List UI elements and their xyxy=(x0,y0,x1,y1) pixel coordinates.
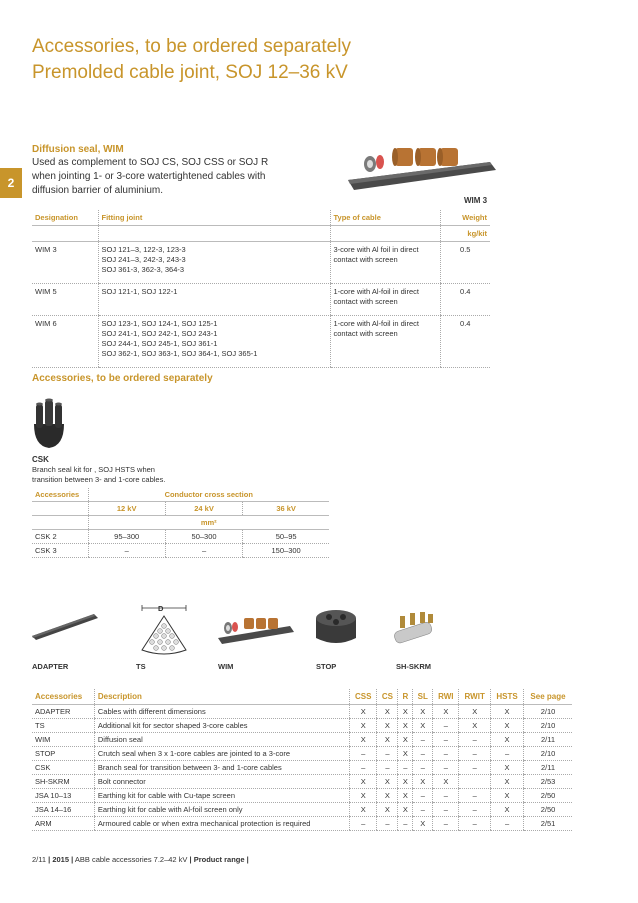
accessory-cell: ADAPTER xyxy=(32,705,94,719)
compat-cell: – xyxy=(459,733,491,747)
compat-cell: X xyxy=(433,775,459,789)
compat-cell: X xyxy=(491,733,524,747)
compat-cell: 2/50 xyxy=(524,803,573,817)
accessory-cell: CSK 2 xyxy=(32,530,88,544)
fitting-line: SOJ 121-1, SOJ 122-1 xyxy=(101,287,178,296)
compat-cell: X xyxy=(377,705,398,719)
cross-section-cell: – xyxy=(165,544,242,558)
weight-cell: 0.4 xyxy=(440,316,490,368)
designation-cell: WIM 5 xyxy=(32,284,98,316)
table-row xyxy=(32,803,572,817)
description-cell: Crutch seal when 3 x 1-core cables are jointed to a 3-core xyxy=(94,747,349,761)
col-12kv: 12 kV xyxy=(88,502,165,516)
col-24kv: 24 kV xyxy=(165,502,242,516)
accessory-cell: WIM xyxy=(32,733,94,747)
cable-type-cell xyxy=(330,316,440,368)
compat-cell: X xyxy=(377,775,398,789)
compat-cell: 2/10 xyxy=(524,705,573,719)
compat-cell: 2/11 xyxy=(524,733,573,747)
compat-cell: X xyxy=(350,705,377,719)
compat-cell: X xyxy=(377,719,398,733)
cross-section-cell: 95–300 xyxy=(88,530,165,544)
adapter-image xyxy=(30,610,100,640)
table-row xyxy=(32,747,572,761)
compat-cell: – xyxy=(377,747,398,761)
compat-cell: X xyxy=(350,803,377,817)
cable-line: contact with screen xyxy=(333,297,398,306)
col-36kv: 36 kV xyxy=(243,502,329,516)
col-type-of-cable: Type of cable xyxy=(330,210,440,226)
cross-section-cell: 50–300 xyxy=(165,530,242,544)
wim3-image-label: WIM 3 xyxy=(464,196,488,205)
wim-label: WIM xyxy=(218,662,234,671)
fitting-line: SOJ 244-1, SOJ 245-1, SOJ 361-1 xyxy=(101,339,218,348)
compat-cell: – xyxy=(413,761,433,775)
compat-cell: – xyxy=(459,803,491,817)
compat-cell: – xyxy=(433,817,459,831)
fitting-line: SOJ 362-1, SOJ 363-1, SOJ 364-1, SOJ 365-1 xyxy=(101,349,258,358)
compat-cell: – xyxy=(433,719,459,733)
compat-cell: X xyxy=(377,803,398,817)
ts-dimension-label: D xyxy=(158,604,164,613)
cross-section-cell: 50–95 xyxy=(243,530,329,544)
compat-cell: 2/50 xyxy=(524,789,573,803)
accessories-table xyxy=(32,689,572,831)
compat-cell: – xyxy=(398,761,413,775)
table-row xyxy=(32,544,329,558)
description-cell: Additional kit for sector shaped 3-core cables xyxy=(94,719,349,733)
table-row xyxy=(32,761,572,775)
accessory-cell: ARM xyxy=(32,817,94,831)
description-cell: Bolt connector xyxy=(94,775,349,789)
compat-cell: X xyxy=(350,733,377,747)
col-header: Accessories xyxy=(32,689,94,705)
cable-line: 3-core with Al foil in direct xyxy=(333,245,419,254)
compat-cell: – xyxy=(413,803,433,817)
ts-diagram xyxy=(136,600,192,656)
col-accessories: Accessories xyxy=(32,488,88,502)
col-header: R xyxy=(398,689,413,705)
designation-cell: WIM 6 xyxy=(32,316,98,368)
compat-cell: X xyxy=(398,775,413,789)
cable-line: contact with screen xyxy=(333,329,398,338)
accessory-cell: CSK xyxy=(32,761,94,775)
compat-cell: X xyxy=(413,719,433,733)
cable-type-cell xyxy=(330,242,440,284)
compat-cell: X xyxy=(459,705,491,719)
compat-cell: – xyxy=(433,747,459,761)
description-cell: Cables with different dimensions xyxy=(94,705,349,719)
accessory-cell: JSA 10–13 xyxy=(32,789,94,803)
description-cell: Branch seal for transition between 3- and 1-core cables xyxy=(94,761,349,775)
table-row xyxy=(32,775,572,789)
description-cell: Earthing kit for cable with Al-foil screen only xyxy=(94,803,349,817)
compat-cell: – xyxy=(491,817,524,831)
cable-line: contact with screen xyxy=(333,255,398,264)
wim-heading: Diffusion seal, WIM xyxy=(32,144,124,155)
description-cell: Armoured cable or when extra mechanical protection is required xyxy=(94,817,349,831)
table-row xyxy=(32,316,490,368)
col-conductor-cross-section: Conductor cross section xyxy=(88,488,329,502)
compat-cell: X xyxy=(398,733,413,747)
compat-cell: – xyxy=(491,747,524,761)
compat-cell: – xyxy=(413,733,433,747)
compat-cell: 2/11 xyxy=(524,761,573,775)
compat-cell: X xyxy=(398,803,413,817)
compat-cell: 2/10 xyxy=(524,719,573,733)
compat-cell: – xyxy=(350,747,377,761)
col-header: Description xyxy=(94,689,349,705)
compat-cell: X xyxy=(377,733,398,747)
col-header: CSS xyxy=(350,689,377,705)
cross-section-cell: 150–300 xyxy=(243,544,329,558)
compat-cell: X xyxy=(413,775,433,789)
description-cell: Earthing kit for cable with Cu-tape screen xyxy=(94,789,349,803)
compat-cell: X xyxy=(491,719,524,733)
cross-section-cell: – xyxy=(88,544,165,558)
fitting-line: SOJ 121–3, 122-3, 123-3 xyxy=(101,245,186,254)
adapter-label: ADAPTER xyxy=(32,662,69,671)
chapter-tab: 2 xyxy=(0,168,22,198)
sh-skrm-image xyxy=(390,612,440,648)
cable-type-cell xyxy=(330,284,440,316)
compat-cell: – xyxy=(398,817,413,831)
compat-cell: X xyxy=(398,747,413,761)
footer-year: | 2015 | xyxy=(48,855,74,864)
compat-cell: – xyxy=(433,789,459,803)
compat-cell: – xyxy=(377,761,398,775)
unit-mm2: mm² xyxy=(88,516,329,530)
compat-cell: – xyxy=(459,789,491,803)
compat-cell: – xyxy=(413,789,433,803)
col-weight-unit: kg/kit xyxy=(440,226,490,242)
csk-product-image xyxy=(30,396,68,450)
wim3-product-image xyxy=(340,140,500,198)
cable-line: 1-core with Al-foil in direct xyxy=(333,287,419,296)
fitting-line: SOJ 241-1, SOJ 242-1, SOJ 243-1 xyxy=(101,329,218,338)
table-row xyxy=(32,284,490,316)
sh-skrm-label: SH-SKRM xyxy=(396,662,431,671)
footer-page: 2/11 xyxy=(32,855,47,864)
compat-cell: – xyxy=(459,761,491,775)
compat-cell: – xyxy=(350,761,377,775)
table-row xyxy=(32,719,572,733)
compat-cell: X xyxy=(398,789,413,803)
compat-cell: X xyxy=(491,789,524,803)
compat-cell: X xyxy=(491,775,524,789)
table-row xyxy=(32,733,572,747)
designation-cell: WIM 3 xyxy=(32,242,98,284)
footer-section: | Product range | xyxy=(189,855,249,864)
csk-label: CSK xyxy=(32,455,49,464)
stop-image xyxy=(314,608,358,648)
fitting-joint-cell xyxy=(98,284,330,316)
table-row xyxy=(32,789,572,803)
compat-cell: X xyxy=(491,761,524,775)
footer-text: ABB cable accessories 7.2–42 kV xyxy=(74,855,188,864)
compat-cell: – xyxy=(459,817,491,831)
compat-cell xyxy=(459,775,491,789)
compat-cell: 2/53 xyxy=(524,775,573,789)
accessory-cell: TS xyxy=(32,719,94,733)
compat-cell: X xyxy=(459,719,491,733)
col-header: RWIT xyxy=(459,689,491,705)
fitting-joint-cell xyxy=(98,242,330,284)
fitting-line: SOJ 241–3, 242-3, 243-3 xyxy=(101,255,186,264)
compat-cell: – xyxy=(433,733,459,747)
page-title: Accessories, to be ordered separately xyxy=(32,36,351,57)
fitting-line: SOJ 123-1, SOJ 124-1, SOJ 125-1 xyxy=(101,319,218,328)
fitting-joint-cell xyxy=(98,316,330,368)
table-row xyxy=(32,705,572,719)
weight-cell: 0.4 xyxy=(440,284,490,316)
cable-line: 1-core with Al-foil in direct xyxy=(333,319,419,328)
accessory-cell: SH-SKRM xyxy=(32,775,94,789)
footer xyxy=(32,855,249,864)
compat-cell: – xyxy=(413,747,433,761)
fitting-line: SOJ 361-3, 362-3, 364-3 xyxy=(101,265,185,274)
description-cell: Diffusion seal xyxy=(94,733,349,747)
compat-cell: 2/10 xyxy=(524,747,573,761)
col-header: HSTS xyxy=(491,689,524,705)
col-header: SL xyxy=(413,689,433,705)
wim-table xyxy=(32,210,490,368)
weight-cell: 0.5 xyxy=(440,242,490,284)
stop-label: STOP xyxy=(316,662,337,671)
table-row xyxy=(32,242,490,284)
table-row xyxy=(32,530,329,544)
col-fitting-joint: Fitting joint xyxy=(98,210,330,226)
compat-cell: X xyxy=(413,705,433,719)
compat-cell: – xyxy=(459,747,491,761)
accessory-cell: CSK 3 xyxy=(32,544,88,558)
compat-cell: X xyxy=(491,803,524,817)
compat-cell: X xyxy=(398,705,413,719)
page-subtitle: Premolded cable joint, SOJ 12–36 kV xyxy=(32,62,348,83)
compat-cell: X xyxy=(398,719,413,733)
compat-cell: – xyxy=(433,761,459,775)
compat-cell: X xyxy=(350,775,377,789)
compat-cell: – xyxy=(433,803,459,817)
csk-description: Branch seal kit for , SOJ HSTS when transition between 3- and 1-core cables. xyxy=(32,465,166,484)
accessory-cell: STOP xyxy=(32,747,94,761)
col-weight: Weight xyxy=(440,210,490,226)
col-header: RWI xyxy=(433,689,459,705)
compat-cell: X xyxy=(413,817,433,831)
compat-cell: – xyxy=(377,817,398,831)
compat-cell: – xyxy=(350,817,377,831)
compat-cell: 2/51 xyxy=(524,817,573,831)
accessory-cell: JSA 14–16 xyxy=(32,803,94,817)
compat-cell: X xyxy=(377,789,398,803)
compat-cell: X xyxy=(350,789,377,803)
wim-description: Used as complement to SOJ CS, SOJ CSS or SOJ R when jointing 1- or 3-core watertightened cables with diffusion barrier of aluminium. xyxy=(32,157,269,196)
accessories-heading: Accessories, to be ordered separately xyxy=(32,373,213,384)
csk-table xyxy=(32,488,329,558)
col-designation: Designation xyxy=(32,210,98,226)
col-header: CS xyxy=(377,689,398,705)
wim-image xyxy=(216,612,296,644)
compat-cell: X xyxy=(350,719,377,733)
compat-cell: X xyxy=(491,705,524,719)
compat-cell: X xyxy=(433,705,459,719)
table-row xyxy=(32,817,572,831)
col-header: See page xyxy=(524,689,573,705)
ts-label: TS xyxy=(136,662,146,671)
